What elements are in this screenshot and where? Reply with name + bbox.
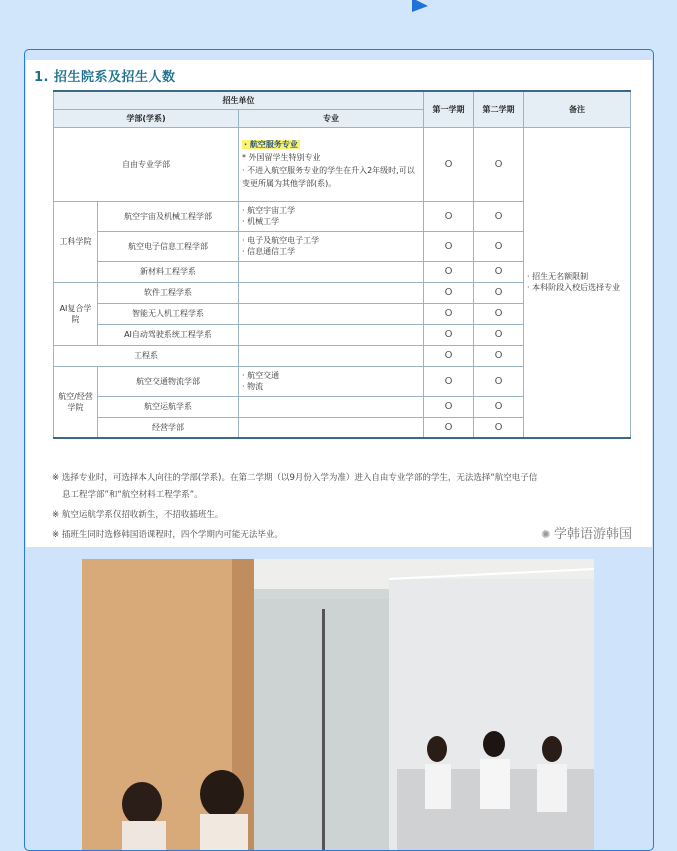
dept-name: 航空交通物流学部 bbox=[98, 366, 239, 396]
free-major-cell bbox=[239, 127, 424, 201]
dept-name: 智能无人机工程学系 bbox=[98, 303, 239, 324]
note-line: ※ 插班生同时选修韩国语课程时，四个学期内可能无法毕业。 bbox=[52, 530, 283, 540]
sem1-mark: O bbox=[424, 282, 474, 303]
sem1-mark: O bbox=[424, 366, 474, 396]
sem2-mark: O bbox=[474, 201, 524, 231]
major-cell: · 电子及航空电子工学 · 信息通信工学 bbox=[239, 231, 424, 261]
major-cell bbox=[239, 282, 424, 303]
watermark-text: 学韩语游韩国 bbox=[553, 527, 632, 542]
dept-name: 软件工程学系 bbox=[98, 282, 239, 303]
major-line: * 外国留学生特别专业 bbox=[242, 153, 321, 162]
arrow-icon bbox=[412, 0, 428, 12]
dept-name: 新材料工程学系 bbox=[98, 261, 239, 282]
sem1-mark: O bbox=[424, 345, 474, 366]
sem2-mark: O bbox=[474, 324, 524, 345]
sem1-mark: O bbox=[424, 261, 474, 282]
wechat-icon: ✺ bbox=[541, 528, 554, 541]
watermark bbox=[541, 523, 632, 542]
header-note: 备注 bbox=[524, 91, 631, 127]
sem2-mark: O bbox=[474, 417, 524, 438]
sem2-mark: O bbox=[474, 396, 524, 417]
sem2-mark: O bbox=[474, 261, 524, 282]
sem1-mark: O bbox=[424, 417, 474, 438]
major-line: · 不进入航空服务专业的学生在升入2年级时,可以变更所属为其他学部(系)。 bbox=[242, 166, 415, 188]
sem2-mark: O bbox=[474, 282, 524, 303]
sem2-mark: O bbox=[474, 303, 524, 324]
dept-name: 航空电子信息工程学部 bbox=[98, 231, 239, 261]
classroom-photo-illustration bbox=[82, 559, 594, 851]
classroom-photo bbox=[82, 559, 594, 851]
section-title: 1. 招生院系及招生人数 bbox=[34, 70, 176, 85]
content-card bbox=[24, 49, 654, 851]
note-line: ※ 航空运航学系仅招收新生，不招收插班生。 bbox=[52, 510, 224, 520]
sem1-mark: O bbox=[424, 231, 474, 261]
header-unit: 招生单位 bbox=[54, 91, 424, 109]
major-cell: · 航空宇宙工学 · 机械工学 bbox=[239, 201, 424, 231]
remark-line: · 招生无名额限制 bbox=[527, 272, 589, 282]
college-aviation-business: 航空/经营学院 bbox=[54, 366, 98, 438]
dept-name: 航空宇宙及机械工程学部 bbox=[98, 201, 239, 231]
admission-table bbox=[53, 90, 631, 439]
sem1-mark: O bbox=[424, 324, 474, 345]
major-cell: · 航空交通 · 物流 bbox=[239, 366, 424, 396]
sem1-mark: O bbox=[424, 396, 474, 417]
dept-name: 航空运航学系 bbox=[98, 396, 239, 417]
college-ai: AI复合学院 bbox=[54, 282, 98, 345]
highlight-major: · 航空服务专业 bbox=[244, 140, 298, 149]
sem1-mark: O bbox=[424, 201, 474, 231]
note-line: ※ 选择专业时，可选择本人向往的学部(学系)。在第二学期（以9月份入学为准）进入自由专业学部的学生，无法选择“航空电子信 bbox=[52, 473, 538, 483]
admission-document bbox=[26, 60, 652, 547]
major-cell bbox=[239, 303, 424, 324]
sem2-mark: O bbox=[474, 366, 524, 396]
dept-name: AI自动驾驶系统工程学系 bbox=[98, 324, 239, 345]
header-semester-2: 第二学期 bbox=[474, 91, 524, 127]
major-cell bbox=[239, 261, 424, 282]
header-dept: 学部(学系) bbox=[54, 109, 239, 127]
major-cell bbox=[239, 324, 424, 345]
header-major: 专业 bbox=[239, 109, 424, 127]
major-cell bbox=[239, 345, 424, 366]
college-engineering: 工科学院 bbox=[54, 201, 98, 282]
major-cell bbox=[239, 417, 424, 438]
header-semester-1: 第一学期 bbox=[424, 91, 474, 127]
sem1-mark: O bbox=[424, 303, 474, 324]
sem2-mark: O bbox=[474, 231, 524, 261]
dept-name: 经营学部 bbox=[98, 417, 239, 438]
remark-line: · 本科阶段入校后选择专业 bbox=[527, 283, 621, 293]
note-line: 息工程学部”和“航空材料工程学系”。 bbox=[62, 490, 203, 500]
sem2-mark: O bbox=[474, 345, 524, 366]
dept-free-major: 自由专业学部 bbox=[54, 127, 239, 201]
sem1-mark: O bbox=[424, 127, 474, 201]
remarks-cell bbox=[524, 127, 631, 438]
major-cell bbox=[239, 396, 424, 417]
sem2-mark: O bbox=[474, 127, 524, 201]
dept-name: 工程系 bbox=[54, 345, 239, 366]
